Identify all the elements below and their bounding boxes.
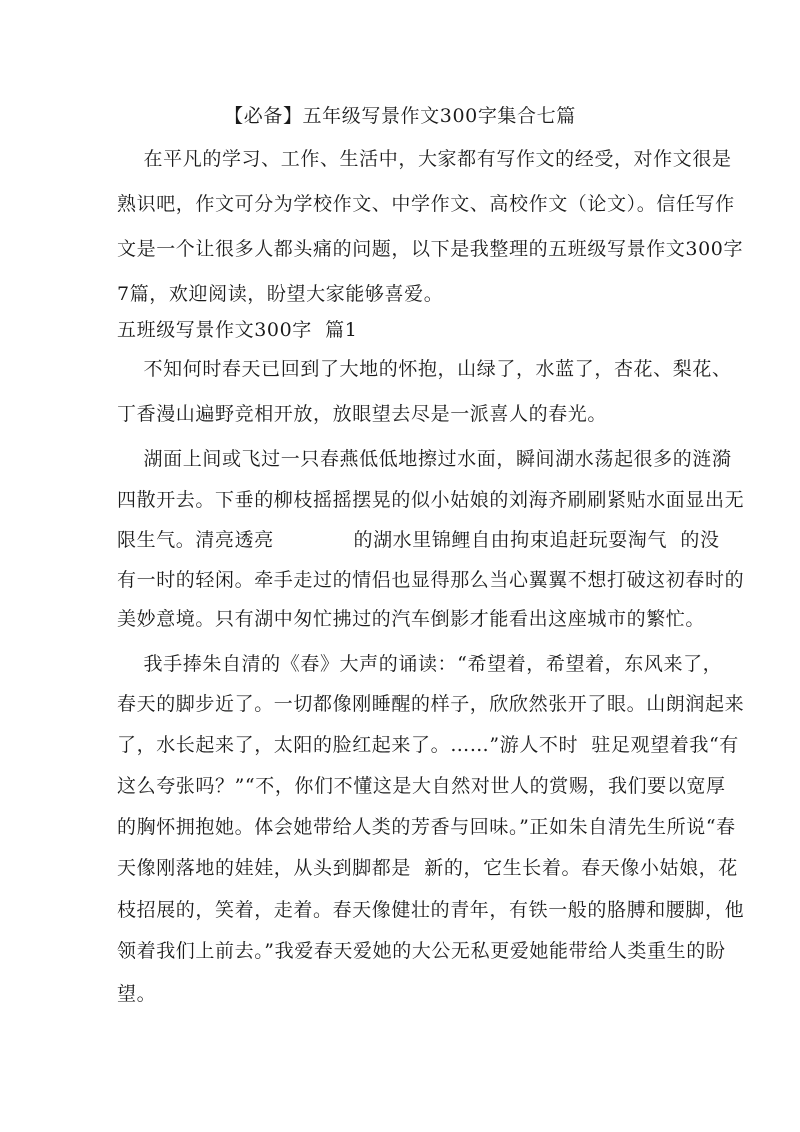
body-line: 美妙意境。只有湖中匆忙拂过的汽车倒影才能看出这座城市的繁忙。: [117, 608, 706, 630]
body-line: 7篇，欢迎阅读，盼望大家能够喜爱。: [117, 283, 444, 305]
body-line: 这么夸张吗？”“不，你们不懂这是大自然对世人的赏赐，我们要以宽厚: [117, 775, 726, 797]
section-heading: 五班级写景作文300字 篇1: [117, 319, 358, 341]
body-line: 我手捧朱自清的《春》大声的诵读：“希望着，希望着，东风来了，: [117, 653, 723, 675]
body-line: 望。: [117, 983, 157, 1005]
body-line: 不知何时春天已回到了大地的怀抱，山绿了，水蓝了，杏花、梨花、: [117, 358, 732, 380]
body-line: 有一时的轻闲。牵手走过的情侣也显得那么当心翼翼不想打破这初春时的: [117, 569, 745, 591]
body-line: 在平凡的学习、工作、生活中，大家都有写作文的经受，对作文很是: [117, 148, 732, 170]
body-line: 四散开去。下垂的柳枝摇摇摆晃的似小姑娘的刘海齐刷刷紧贴水面显出无: [117, 489, 745, 511]
body-line: 了，水长起来了，太阳的脸红起来了。……”游人不时 驻足观望着我“有: [117, 734, 739, 756]
body-line: 限生气。清亮透亮 的湖水里锦鲤自由拘束追赶玩耍淘气 的没: [117, 529, 720, 551]
body-line: 的胸怀拥抱她。体会她带给人类的芳香与回味。”正如朱自清先生所说“春: [117, 816, 736, 838]
body-line: 春天的脚步近了。一切都像刚睡醒的样子，欣欣然张开了眼。山朗润起来: [117, 693, 745, 715]
body-line: 枝招展的，笑着，走着。春天像健壮的青年，有铁一般的胳膊和腰脚，他: [117, 899, 745, 921]
body-line: 湖面上间或飞过一只春燕低低地擦过水面，瞬间湖水荡起很多的涟漪: [117, 448, 732, 470]
body-line: 丁香漫山遍野竞相开放，放眼望去尽是一派喜人的春光。: [117, 403, 608, 425]
document-title: 【必备】五年级写景作文300字集合七篇: [224, 105, 576, 127]
body-line: 文是一个让很多人都头痛的问题，以下是我整理的五班级写景作文300字: [117, 238, 744, 260]
body-line: 熟识吧，作文可分为学校作文、中学作文、高校作文（论文）。信任写作: [117, 193, 735, 215]
body-line: 天像刚落地的娃娃，从头到脚都是 新的，它生长着。春天像小姑娘，花: [117, 857, 738, 879]
body-line: 领着我们上前去。”我爱春天爱她的大公无私更爱她能带给人类重生的盼: [117, 940, 726, 962]
